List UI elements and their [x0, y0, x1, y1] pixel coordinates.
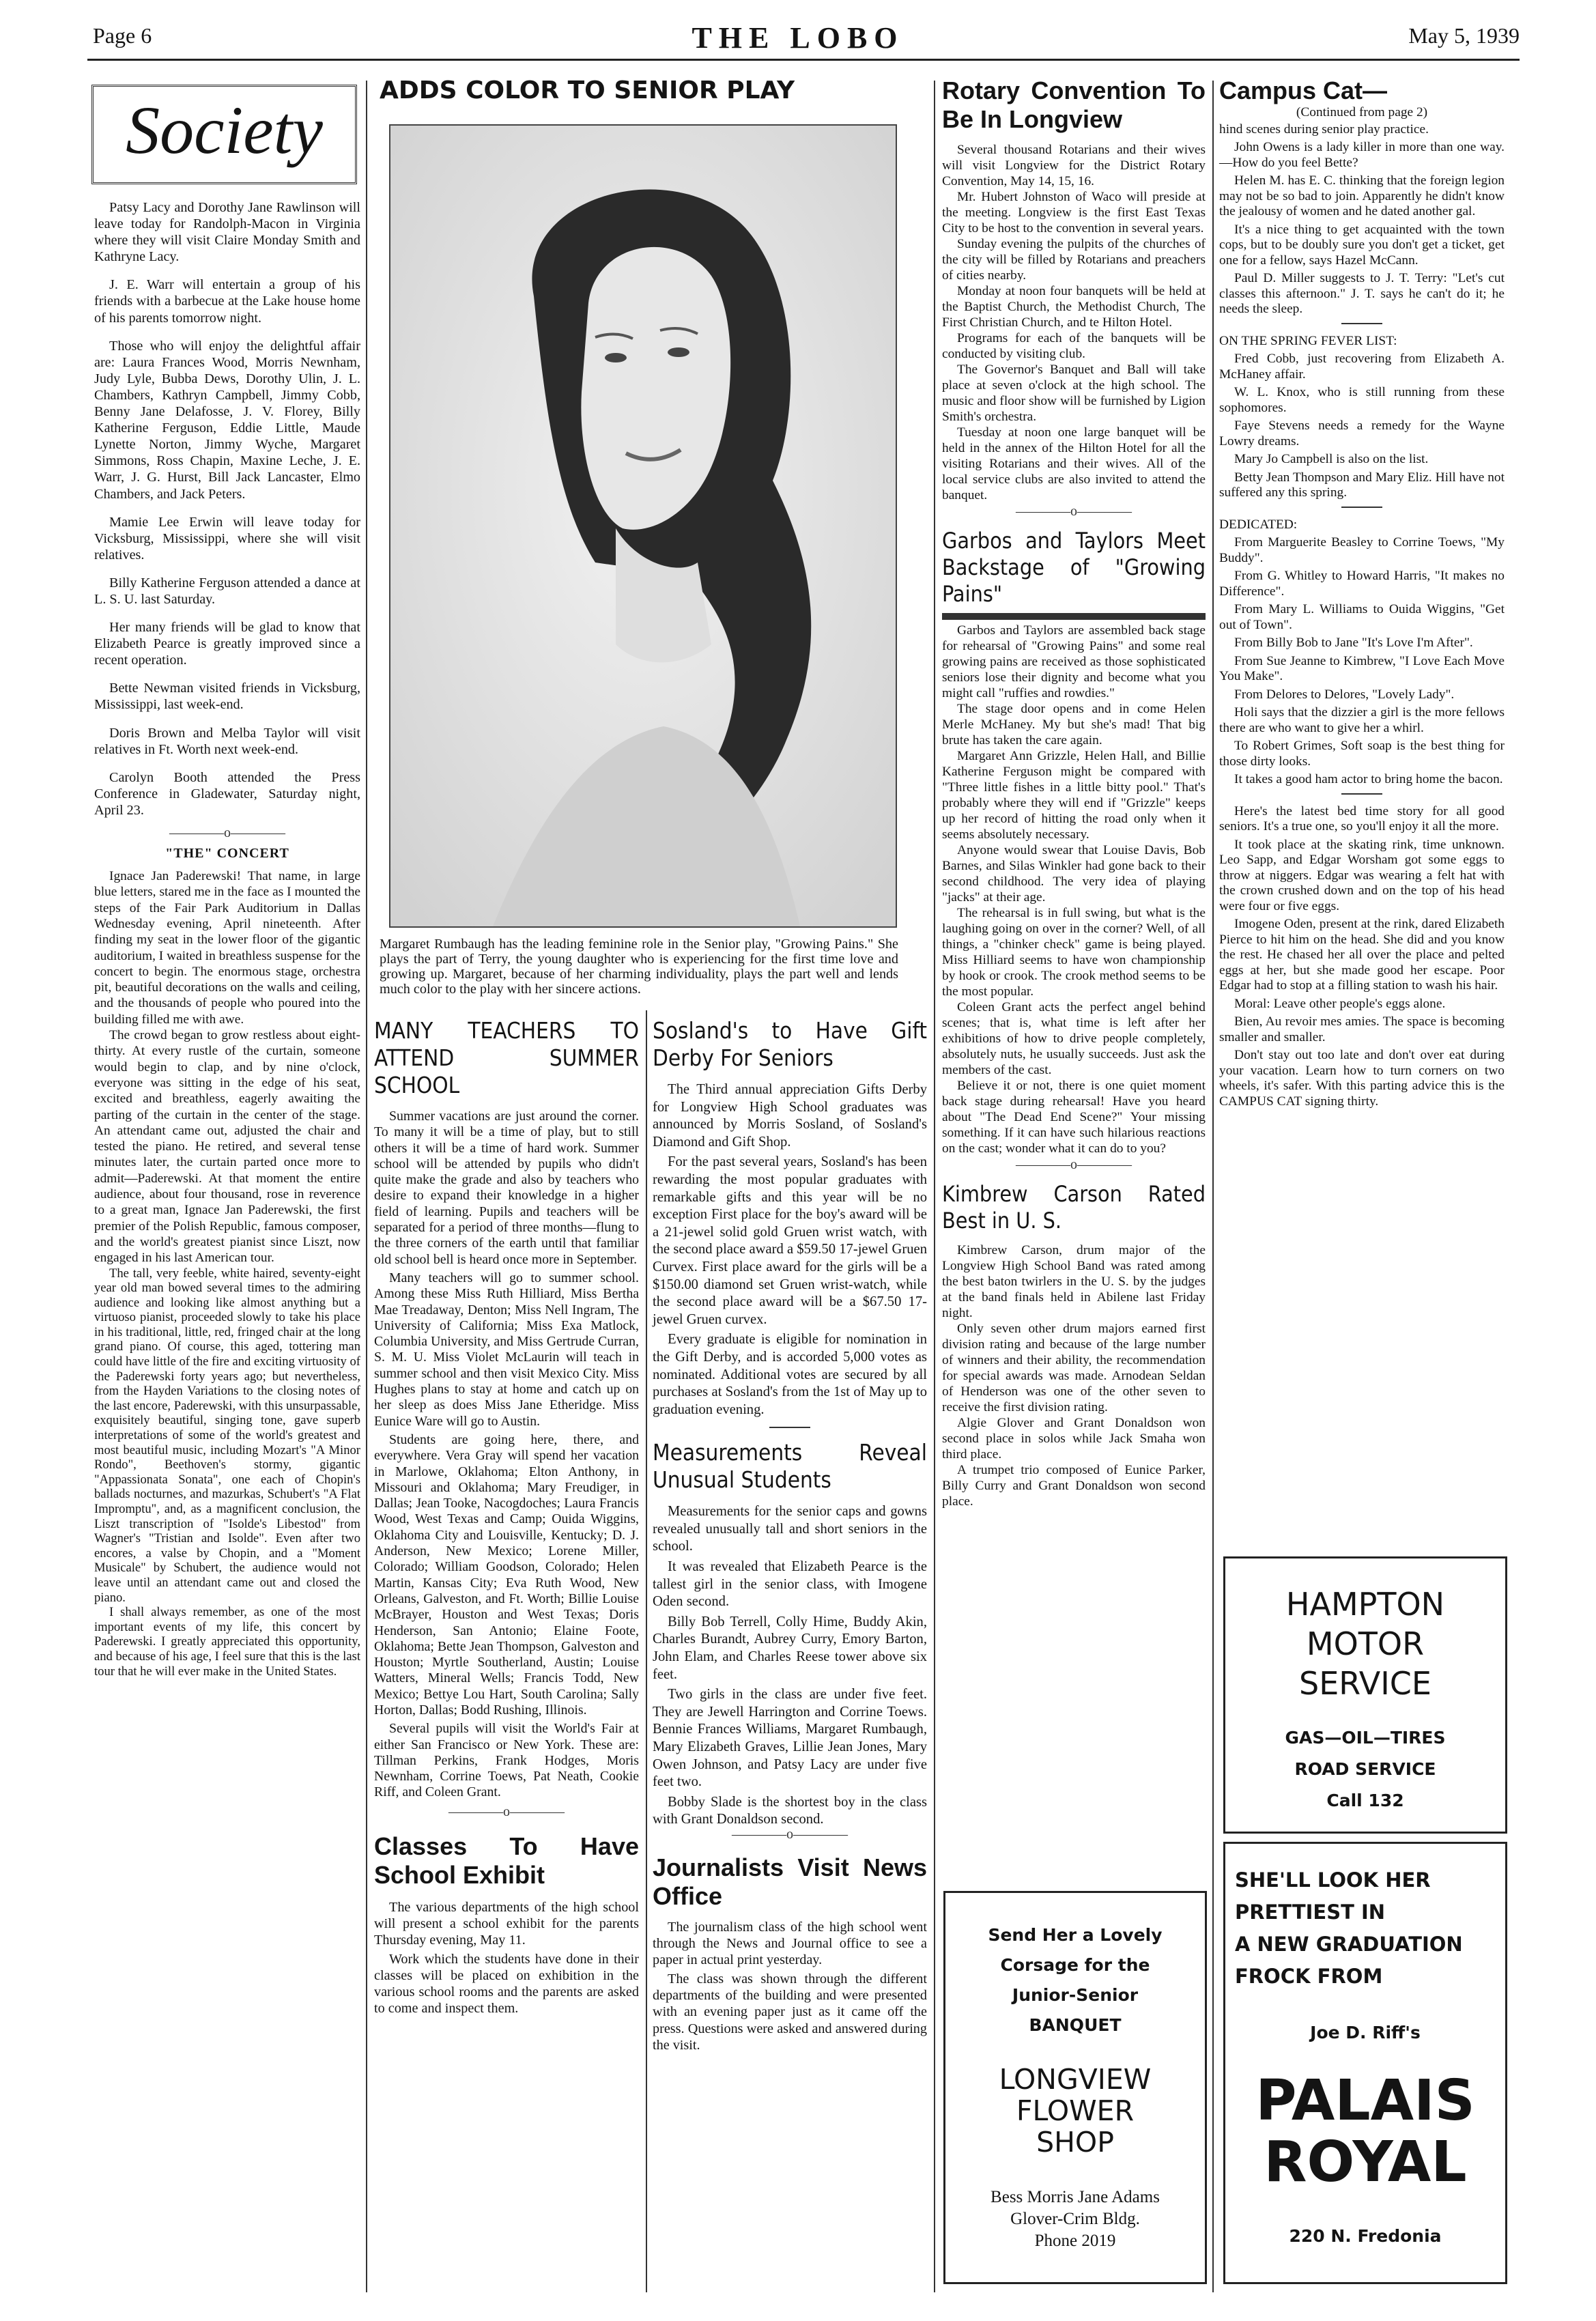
kimbrew-paragraph: A trumpet trio composed of Eunice Parker, Billy Curry and Grant Donaldson won second place. — [942, 1463, 1206, 1509]
ad-line: Bess Morris Jane Adams — [991, 2188, 1160, 2206]
ad-line: ROAD SERVICE — [1294, 1759, 1436, 1779]
spring-item: W. L. Knox, who is still running from these sophomores. — [1219, 385, 1505, 415]
campus-cat-paragraph: hind scenes during senior play practice. — [1219, 122, 1429, 137]
concert-paragraph: Ignace Jan Paderewski! That name, in large blue letters, stared me in the face as I mounted the steps of the Fair Park Auditorium in Dallas Wednesday evening, April nineteenth. After finding my seat in the lower floor of the gigantic auditorium, I waited in breathless suspense for the concert to begin. The enormous stage, orchestra pit, beautiful decorations on the walls and ceiling, and the thousands of people who poured into the building filled me with awe. — [94, 869, 360, 1027]
teachers-paragraph: Many teachers will go to summer school. Among these Miss Ruth Hilliard, Miss Bertha Mae Treadaway, Denton; Miss Nell Ingram, The University of California; Miss Exa Matlock, Columbia University, and Miss Gertrude Curran, S. M. U. Miss Violet McLaurin will teach in summer school and then visit Mexico City. Miss Hughes plans to stay at home and catch up on her sleep as does Miss Jane Etheridge. Miss Eunice Ware will go to Austin. — [374, 1270, 639, 1429]
measurements-paragraph: It was revealed that Elizabeth Pearce is the tallest girl in the senior class, with Imogene Oden second. — [653, 1559, 927, 1610]
exhibit-paragraph: The various departments of the high school will present a school exhibit for the parents Thursday evening, May 11. — [374, 1899, 639, 1948]
separator — [1341, 323, 1382, 324]
society-item: Doris Brown and Melba Taylor will visit relatives in Ft. Worth next week-end. — [94, 725, 360, 757]
column-rule — [646, 1010, 647, 2292]
separator — [769, 1427, 810, 1428]
gift-derby-paragraph: For the past several years, Sosland's has been rewarding the most popular graduates with remarkable gifts and this year will be no exception First place for the boy's award will be a 21-jewel solid gold Gruen wrist watch, with the second place award a $59.50 17-jewel Gruen Curvex. First place award for the girls will be a $150.00 diamond set Gruen wrist-watch, while the second place award will be a $67.50 17-jewel Gruen curvex. — [653, 1154, 927, 1327]
dedicated-item: From G. Whitley to Howard Harris, "It makes no Difference". — [1219, 569, 1505, 599]
rotary-paragraph: Monday at noon four banquets will be held at the Baptist Church, the Methodist Church, The First Christian Church, and te Hilton Hotel. — [942, 284, 1206, 330]
hampton-motor-ad — [1223, 1556, 1507, 1834]
garbos-paragraph: Anyone would swear that Louise Davis, Bob Barnes, and Silas Winkler had gone back to their second childhood. The very idea of playing "jacks" at their age. — [942, 843, 1206, 905]
separator — [1341, 507, 1382, 508]
measurements-paragraph: Two girls in the class are under five feet. They are Jewell Harrington and Corrine Toews. Bennie Frances Williams, Margaret Rumbaugh, Mary Elizabeth Graves, Lillie Jean Jones, Mary Owen Johnson, and Patsy Lacy are under five feet two. — [653, 1687, 927, 1790]
campus-cat-paragraph: Helen M. has E. C. thinking that the foreign legion may not be so bad to join. Apparently he didn't know the jealousy of women and he dated another gal. — [1219, 173, 1505, 218]
separator — [1341, 793, 1382, 795]
ad-line: A NEW GRADUATION — [1235, 1933, 1463, 1956]
ad-line: Call 132 — [1326, 1791, 1404, 1810]
society-item: Billy Katherine Ferguson attended a dance at L. S. U. last Saturday. — [94, 575, 360, 607]
ad-line: GAS—OIL—TIRES — [1285, 1728, 1446, 1748]
flower-shop-ad — [943, 1891, 1207, 2284]
garbos-paragraph: Garbos and Taylors are assembled back stage for rehearsal of "Growing Pains" and some real growing pains are received as those sophisticated seniors lose their dignity and become what you might call "ruffies and rowdies." — [942, 623, 1206, 700]
measurements-paragraph: Billy Bob Terrell, Colly Hime, Buddy Akin, Charles Burandt, Aubrey Curry, Emory Barton, John Elam, and Charles Reese tower above six feet. — [653, 1614, 927, 1682]
dedicated-heading: DEDICATED: — [1219, 517, 1298, 532]
measurements-headline: Measurements Reveal Unusual Students — [653, 1439, 927, 1494]
kimbrew-paragraph: Only seven other drum majors earned first division rating and because of the large number of winners and their ability, the recommendation for special awards was made. Arnodean Seldan of Henderson was one of the other seven to receive the first division rating. — [942, 1322, 1206, 1414]
society-item: J. E. Warr will entertain a group of his friends with a barbecue at the Lake house home of his parents tomorrow night. — [94, 277, 360, 326]
dedicated-item: To Robert Grimes, Soft soap is the best thing for those dirty looks. — [1219, 739, 1505, 769]
teachers-headline: MANY TEACHERS TO ATTEND SUMMER SCHOOL — [374, 1017, 639, 1098]
store-name: ROYAL — [1264, 2130, 1467, 2195]
journalists-paragraph: The journalism class of the high school went through the News and Journal office to see a paper in actual print yesterday. — [653, 1919, 927, 1968]
garbos-paragraph: Margaret Ann Grizzle, Helen Hall, and Billie Katherine Ferguson might be compared with "Three little fishes in a little bitty pool." That's probably where they will end if "Grizzle" keeps up her record of hitting the road only when it seems absolutely necessary. — [942, 749, 1206, 842]
column-rule — [934, 81, 935, 2292]
senior-play-headline: ADDS COLOR TO SENIOR PLAY — [380, 76, 795, 104]
story-paragraph: Imogene Oden, present at the rink, dared Elizabeth Pierce to hit him on the head. She did and you know the rest. He chased her all over the place and pelted eggs at her, but she made good her escape. Poor Edgar had to stop at a filling station to wash his hair. — [1219, 917, 1505, 993]
society-item: Bette Newman visited friends in Vicksburg, Mississippi, last week-end. — [94, 681, 360, 713]
dedicated-item: From Sue Jeanne to Kimbrew, "I Love Each Move You Make". — [1219, 653, 1505, 683]
society-item: Those who will enjoy the delightful affair are: Laura Frances Wood, Morris Newnham, Judy Lyle, Bubba Dews, Dorothy Ulin, J. L. Chambers, Kathryn Campbell, Jimmy Cobb, Benny Jane Delafosse, J. V. Florey, Billy Katherine Ferguson, Eddie Little, Maude Lynette Norton, Jimmy Wyche, Margaret Simmons, Ross Chapin, Maxine Leche, J. E. Warr, J. G. Hurst, Bill Jack Lancaster, Elmo Chambers, and Jack Peters. — [94, 338, 360, 502]
story-paragraph: Here's the latest bed time story for all good seniors. It's a true one, so you'll enjoy it all the more. — [1219, 803, 1505, 834]
campus-cat-headline: Campus Cat— — [1219, 76, 1388, 104]
rotary-paragraph: Several thousand Rotarians and their wives will visit Longview for the District Rotary Convention, May 14, 15, 16. — [942, 143, 1206, 188]
column-three — [942, 76, 1206, 1509]
newspaper-title: THE LOBO — [692, 21, 904, 55]
rotary-paragraph: Tuesday at noon one large banquet will be held in the annex of the Hilton Hotel for all the visiting Rotarians and their wives. All of the local service clubs are also invited to attend the banquet. — [942, 425, 1206, 502]
journalists-paragraph: The class was shown through the different departments of the building and were presented with an evening paper just as it came off the press. Questions were asked and answered during the visit. — [653, 1971, 927, 2053]
ad-line: Phone 2019 — [1034, 2232, 1116, 2250]
society-title: Society — [126, 92, 323, 168]
society-column — [94, 199, 360, 1679]
exhibit-paragraph: Work which the students have done in their classes will be placed on exhibition in the various school rooms and the parents are asked to come and inspect them. — [374, 1952, 639, 2017]
separator: ————o———— — [448, 1804, 565, 1819]
gift-derby-article — [653, 1017, 927, 2056]
ad-line: Junior-Senior — [1012, 1985, 1139, 2005]
concert-paragraph: The tall, very feeble, white haired, seventy-eight year old man bowed several times to the admiring audience and looking like almost anything but a virtuoso pianist, proceeded slowly to take his place in his traditional, little, red, fringed chair at the long grand piano. Of course, this aged, tottering man could have little of the fire and exciting virtuosity of the Paderewski forty years ago; but nevertheless, from the Hayden Variations to the closing notes of the last encore, Paderewski, with this unsurpassable, exquisitely beautiful, singing tone, gave superb interpretations of some of the world's greatest and most beautiful music, including Mozart's "A Minor Rondo", Beethoven's stormy, gigantic "Appassionata Sonata", one each of Chopin's ballads nocturnes, and mazurkas, Schubert's "A Flat Impromptu", and, as a magnificent conclusion, the Liszt transcription of "Isolde's Libestod" from Wagner's "Tristian and Isolde". Even after two encores, a valse by Chopin, and a "Moment Musicale" by Schubert, the audience would not leave until an attendant came out and closed the piano. — [94, 1266, 360, 1605]
rotary-paragraph: Mr. Hubert Johnston of Waco will preside at the meeting. Longview is the first East Texas City to be host to the convention in several years. — [942, 190, 1206, 236]
ad-line: Send Her a Lovely — [988, 1925, 1163, 1945]
spring-item: Mary Jo Campbell is also on the list. — [1234, 452, 1429, 466]
teachers-paragraph: Students are going here, there, and everywhere. Vera Gray will spend her vacation in Marlowe, Oklahoma; Elton Anthony, in Missouri and Oklahoma; Mary Freudiger, in Dallas; Jean Tooke, Nacogdoches; Laura Francis Wood, West Texas and Camp; Ouida Wiggins, Oklahoma City and Louisville, Kentucky; D. J. Anderson, New Mexico; Lorene Miller, Colorado; William Goodson, Colorado; Helen Martin, Kansas City; Eva Ruth Wood, New Orleans, Galveston, and Ft. Worth; Billie Louise McBrayer, Houston and West Texas; Doris Henderson, San Antonio; Elaine Foote, Oklahoma; Bette Jean Thompson, Galveston and Houston; Myrtle Southerland, Austin; Louise Watters, Mineral Wells; Francis Todd, New Mexico; Bettye Lou Hart, South Carolina; Sally Horton, Dallas; Bodd Rushing, Illinois. — [374, 1432, 639, 1718]
teachers-article — [374, 1017, 639, 2019]
gift-derby-paragraph: The Third annual appreciation Gifts Derby for Longview High School graduates was announced by Morris Sosland, of Sosland's Diamond and Gift Shop. — [653, 1082, 927, 1150]
garbos-paragraph: Believe it or not, there is one quiet moment back stage during rehearsal! Have you heard about "The Dead End Scene?" Your missing something. If it can have such hilarious reactions on the cast; wonder what it can do to you? — [942, 1079, 1206, 1156]
kimbrew-headline: Kimbrew Carson Rated Best in U. S. — [942, 1181, 1206, 1234]
story-paragraph: Moral: Leave other people's eggs alone. — [1234, 996, 1446, 1011]
measurements-paragraph: Bobby Slade is the shortest boy in the class with Grant Donaldson second. — [653, 1794, 927, 1827]
teachers-paragraph: Several pupils will visit the World's Fair at either San Francisco or New York. These are: Tillman Perkins, Frank Hodges, Moris Newnham, Corrine Toews, Pat Neath, Cookie Riff, and Coleen Grant. — [374, 1721, 639, 1800]
ad-line: PRETTIEST IN — [1235, 1900, 1386, 1924]
separator: ————o———— — [732, 1826, 848, 1842]
spring-item: Betty Jean Thompson and Mary Eliz. Hill have not suffered any this spring. — [1219, 470, 1505, 500]
gift-derby-headline: Sosland's to Have Gift Derby For Seniors — [653, 1017, 927, 1071]
garbos-paragraph: Coleen Grant acts the perfect angel behind scenes; that is, what time is left after her exhibitions of how to drive people completely, absolutely nuts, he usually succeeds. Just ask the members of the cast. — [942, 1000, 1206, 1077]
shop-name: FLOWER — [1016, 2094, 1135, 2127]
page-number: Page 6 — [93, 23, 152, 48]
shop-name: LONGVIEW — [999, 2063, 1152, 2096]
spring-item: Faye Stevens needs a remedy for the Wayne Lowry dreams. — [1219, 418, 1505, 448]
ad-line: SERVICE — [1299, 1665, 1431, 1702]
ad-line: FROCK FROM — [1235, 1965, 1383, 1988]
rotary-paragraph: The Governor's Banquet and Ball will take place at seven o'clock at the high school. The music and floor show will be furnished by Ligion Smith's orchestra. — [942, 362, 1206, 424]
spring-item: Fred Cobb, just recovering from Elizabeth A. McHaney affair. — [1219, 352, 1505, 382]
ad-line: BANQUET — [1029, 2015, 1122, 2035]
garbos-paragraph: The stage door opens and in come Helen Merle McHaney. My but she's mad! That big brute has taken the care again. — [942, 702, 1206, 747]
kimbrew-paragraph: Algie Glover and Grant Donaldson won second place in solos while Jack Smaha won third place. — [942, 1416, 1206, 1462]
masthead-rule — [87, 59, 1520, 61]
spring-fever-heading: ON THE SPRING FEVER LIST: — [1219, 333, 1397, 348]
story-paragraph: It took place at the skating rink, time unknown. Leo Sapp, and Edgar Worsham got some eggs to throw at niggers. Edgar was wearing a felt hat with the crown crushed down and on the top of his head were four or five eggs. — [1219, 837, 1505, 913]
society-item: Her many friends will be glad to know that Elizabeth Pearce is greatly improved since a recent operation. — [94, 620, 360, 668]
rotary-paragraph: Sunday evening the pulpits of the churches of the city will be filled by Rotarians and preachers of cities nearby. — [942, 237, 1206, 283]
rotary-headline: Rotary Convention To Be In Longview — [942, 76, 1206, 133]
issue-date: May 5, 1939 — [1408, 23, 1520, 48]
society-item: Carolyn Booth attended the Press Conference in Gladewater, Saturday night, April 23. — [94, 769, 360, 818]
society-item: Patsy Lacy and Dorothy Jane Rawlinson will leave today for Randolph-Macon in Virginia where they will visit Claire Monday Smith and Kathryne Lacy. — [94, 200, 360, 265]
concert-paragraph: The crowd began to grow restless about eight-thirty. At every rustle of the curtain, someone would begin to clap, and by nine o'clock, everyone was sitting in the edge of his seat, excited and breathless, eagerly awaiting the parting of the curtain in the center of the stage. An attendant came out, adjusted the chair and tested the piano. He retired, and several tense minutes later, the curtain parted once more to admit—Paderewski. At that moment the entire audience, about four thousand, rose in reverence to a great man, Ignace Jan Paderewski, the first premier of the Polish Republic, famous composer, and the world's greatest pianist since Liszt, now engaged in his last American tour. — [94, 1028, 360, 1266]
ad-line: Glover-Crim Bldg. — [1010, 2210, 1140, 2228]
portrait-image — [390, 126, 896, 926]
garbos-headline: Garbos and Taylors Meet Backstage of "Growing Pains" — [942, 528, 1206, 607]
dedicated-item: Holi says that the dizzier a girl is the more fellows there are who want to give her a whirl. — [1219, 705, 1505, 735]
dedicated-item: From Delores to Delores, "Lovely Lady". — [1234, 687, 1455, 702]
portrait-photo — [389, 124, 897, 928]
separator: ————o———— — [1016, 504, 1132, 519]
column-rule — [1212, 81, 1214, 2292]
teachers-paragraph: Summer vacations are just around the corner. To many it will be a time of play, but to still others it will be a time of hard work. Summer school will be attended by pupils who didn't quite make the grade and also by teachers who desire to expand their knowledge in a higher field of learning. Pupils and teachers will be separated for a period of three months—flung to the three corners of the earth until that familiar old school bell is heard once more in September. — [374, 1109, 639, 1267]
ad-line: Corsage for the — [1000, 1955, 1150, 1975]
decorative-rule — [942, 613, 1206, 620]
ad-line: SHE'LL LOOK HER — [1235, 1868, 1431, 1892]
column-rule — [366, 81, 367, 2292]
gift-derby-paragraph: Every graduate is eligible for nomination in the Gift Derby, and is accorded 5,000 votes as nominated. Additional votes are secured by all purchases at Sosland's from the 1st of May up to graduation evening. — [653, 1332, 927, 1417]
shop-name: SHOP — [1036, 2126, 1114, 2159]
ad-line: MOTOR — [1306, 1625, 1425, 1662]
dedicated-item: From Billy Bob to Jane "It's Love I'm After". — [1234, 636, 1473, 650]
campus-cat-column — [1219, 76, 1505, 1112]
campus-cat-paragraph: It's a nice thing to get acquainted with the town cops, but to be doubly sure you don't get a ticket, get one for a fellow, says Hazel McCann. — [1219, 222, 1505, 268]
ad-line: HAMPTON — [1285, 1586, 1445, 1623]
continued-note: (Continued from page 2) — [1296, 105, 1428, 119]
dedicated-item: It takes a good ham actor to bring home the bacon. — [1234, 772, 1503, 786]
dedicated-item: From Mary L. Williams to Ouida Wiggins, "Get out of Town". — [1219, 602, 1505, 632]
photo-caption: Margaret Rumbaugh has the leading feminine role in the Senior play, "Growing Pains." She plays the part of Terry, the young daughter who is experiencing for the first time love and growing up. Margaret, because of her charming individuality, plays the part well and lends much color to the play with her sincere actions. — [380, 937, 898, 997]
separator: ————o———— — [169, 825, 285, 840]
garbos-paragraph: The rehearsal is in full swing, but what is the laughing going on over in the corner? Well, of all things, a "chinker check" game is being played. Miss Hilliard seems to have won championship by hook or crook. The crook method seems to be the most popular. — [942, 906, 1206, 999]
society-item: Mamie Lee Erwin will leave today for Vicksburg, Mississippi, where she will visit relatives. — [94, 514, 360, 563]
journalists-headline: Journalists Visit News Office — [653, 1853, 927, 1910]
rotary-paragraph: Programs for each of the banquets will be conducted by visiting club. — [942, 331, 1206, 361]
palais-royal-ad — [1223, 1842, 1507, 2284]
ad-address: 220 N. Fredonia — [1289, 2226, 1442, 2246]
exhibit-headline: Classes To Have School Exhibit — [374, 1832, 639, 1889]
dedicated-item: From Marguerite Beasley to Corrine Toews, "My Buddy". — [1219, 535, 1505, 565]
ad-line: Joe D. Riff's — [1310, 2023, 1421, 2042]
campus-cat-paragraph: John Owens is a lady killer in more than one way.—How do you feel Bette? — [1219, 140, 1505, 170]
story-paragraph: Don't stay out too late and don't over eat during your vacation. Learn how to turn corners on two wheels, it's safer. With this parting advice this is the CAMPUS CAT signing thirty. — [1219, 1048, 1505, 1109]
measurements-paragraph: Measurements for the senior caps and gowns revealed unusually tall and short seniors in the school. — [653, 1504, 927, 1554]
concert-heading: "THE" CONCERT — [165, 846, 289, 861]
concert-paragraph: I shall always remember, as one of the most important events of my life, this concert by Paderewski. I greatly appreciated this opportunity, and because of his age, I feel sure that this is the last tour that he will ever make in the United States. — [94, 1605, 360, 1679]
separator: ————o———— — [1016, 1157, 1132, 1172]
store-name: PALAIS — [1255, 2068, 1475, 2133]
kimbrew-paragraph: Kimbrew Carson, drum major of the Longview High School Band was rated among the best baton twirlers in the U. S. by the judges at the band finals held in Abilene last Friday night. — [942, 1243, 1206, 1320]
story-paragraph: Bien, Au revoir mes amies. The space is becoming smaller and smaller. — [1219, 1014, 1505, 1044]
campus-cat-paragraph: Paul D. Miller suggests to J. T. Terry: "Let's cut classes this afternoon." J. T. says he can't do it; he needs the sleep. — [1219, 271, 1505, 316]
